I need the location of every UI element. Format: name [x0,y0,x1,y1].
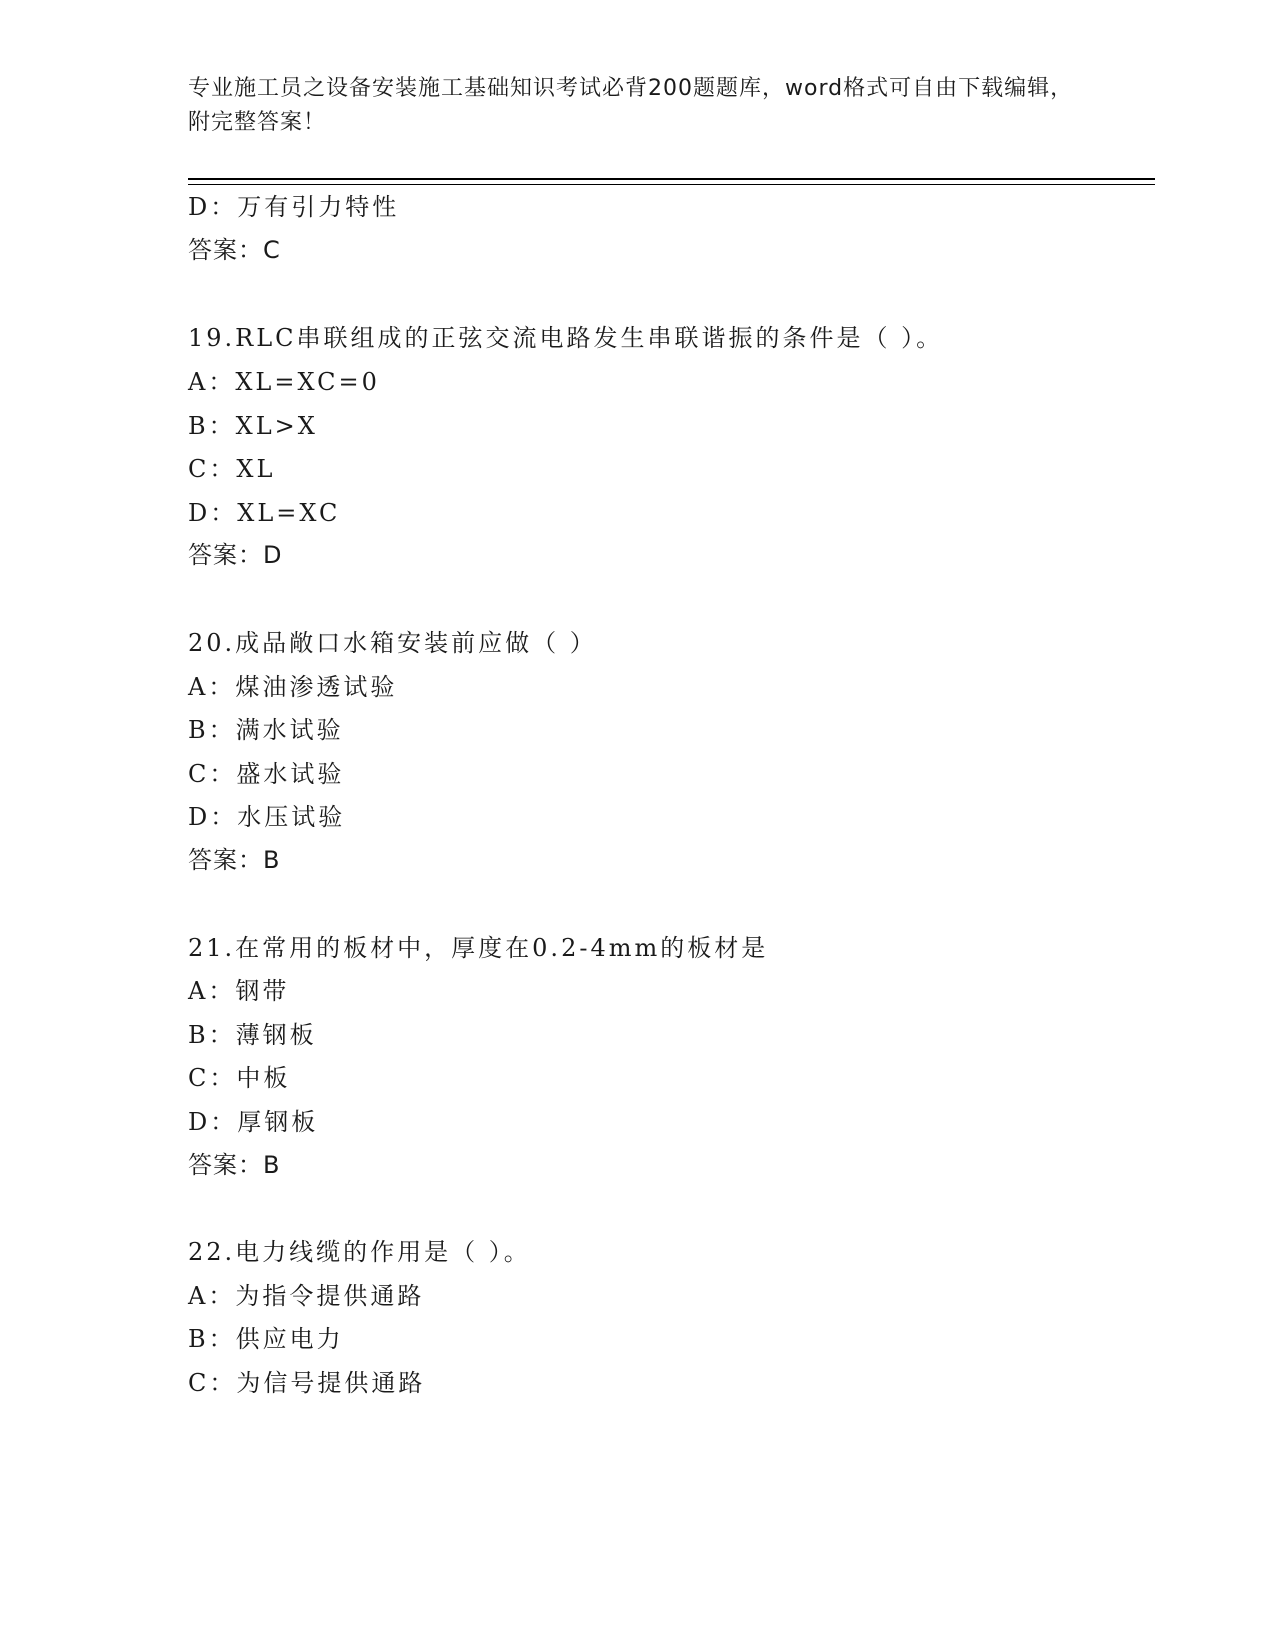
option-d: D：XL=XC [188,499,341,527]
option-a: A：煤油渗透试验 [188,673,398,701]
option-c: C：中板 [188,1064,291,1092]
option-a: A：为指令提供通路 [188,1282,425,1310]
question-stem: 22.电力线缆的作用是（ ）。 [188,1238,531,1266]
question-stem: 20.成品敞口水箱安装前应做（ ） [188,629,597,657]
option-b: B：供应电力 [188,1325,344,1353]
answer: 答案：C [188,236,281,264]
option-b: B：XL>X [188,412,318,440]
option-b: B：薄钢板 [188,1021,317,1049]
option-c: C：盛水试验 [188,760,345,788]
option-a: A：钢带 [188,977,290,1005]
question-stem: 19.RLC串联组成的正弦交流电路发生串联谐振的条件是（ ）。 [188,324,944,352]
question-stem: 21.在常用的板材中，厚度在0.2-4mm的板材是 [188,934,769,962]
answer: 答案：D [188,541,283,569]
option-d: D：厚钢板 [188,1108,319,1136]
header-divider-thin [188,184,1155,185]
document-header: 专业施工员之设备安装施工基础知识考试必背200题题库，word格式可自由下载编辑，附完整答案！ [188,76,1074,135]
option-b: B：满水试验 [188,716,344,744]
header-divider [188,178,1155,180]
option-d: D：水压试验 [188,803,346,831]
answer: 答案：B [188,846,281,874]
answer: 答案：B [188,1151,281,1179]
option-c: C：XL [188,455,276,483]
option-d: D：万有引力特性 [188,193,400,221]
option-c: C：为信号提供通路 [188,1369,426,1397]
option-a: A：XL=XC=0 [188,368,380,396]
